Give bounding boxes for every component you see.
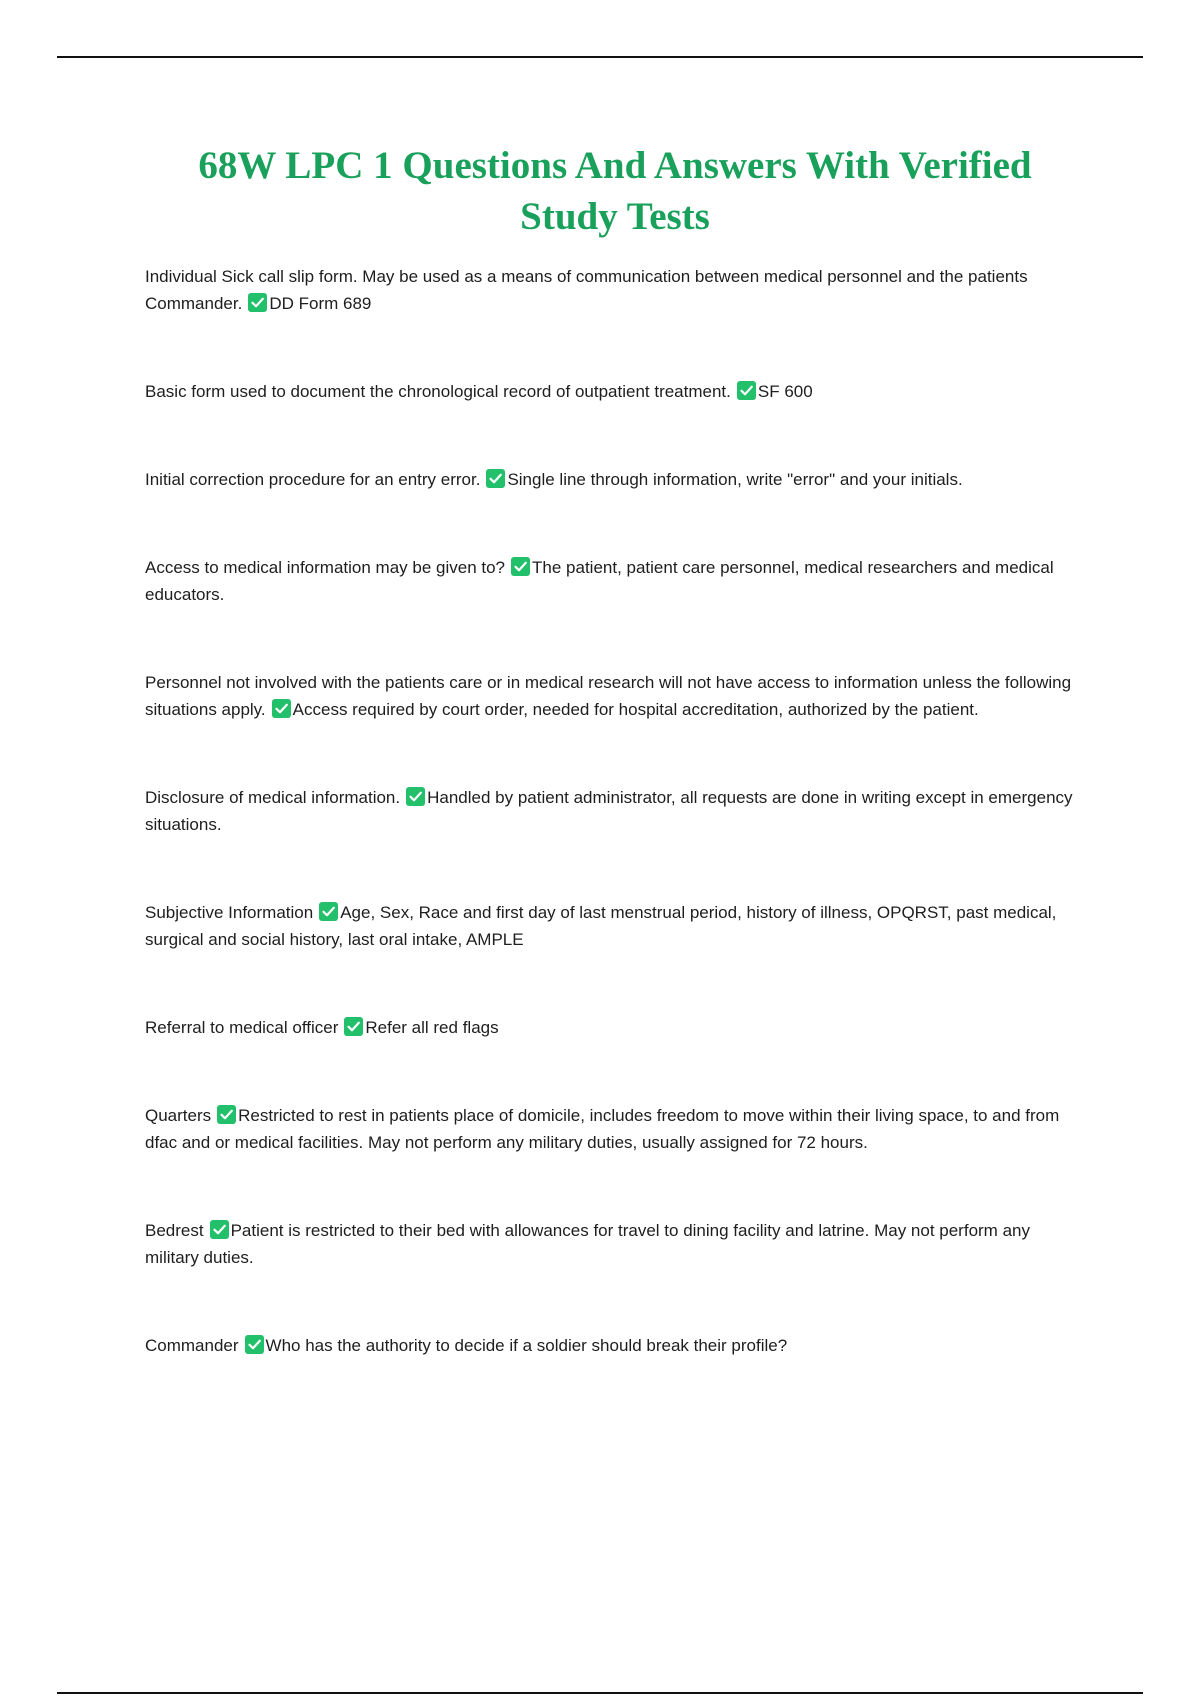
check-mark-icon xyxy=(406,787,425,806)
question-text: Individual Sick call slip form. May be used as a means of communication between medical personnel and the patients Commander. xyxy=(145,267,1028,313)
check-mark-icon xyxy=(486,469,505,488)
question-text: Subjective Information xyxy=(145,903,314,922)
qa-item xyxy=(145,899,1085,953)
check-mark-icon xyxy=(511,557,530,576)
question-text: Access to medical information may be given to? xyxy=(145,558,506,577)
answer-text: DD Form 689 xyxy=(269,294,372,313)
check-mark-icon xyxy=(248,293,267,312)
question-text: Bedrest xyxy=(145,1221,204,1240)
answer-text: Who has the authority to decide if a soldier should break their profile? xyxy=(265,1336,788,1355)
answer-text: The patient, patient care personnel, medical researchers and medical educators. xyxy=(145,558,1054,604)
check-mark-icon xyxy=(319,902,338,921)
qa-item xyxy=(145,378,1085,405)
page-title: 68W LPC 1 Questions And Answers With Verified Study Tests xyxy=(198,144,1032,238)
check-mark-icon xyxy=(217,1105,236,1124)
bottom-rule xyxy=(57,1692,1143,1694)
answer-text: Refer all red flags xyxy=(365,1018,499,1037)
qa-item xyxy=(145,466,1085,493)
answer-text: Restricted to rest in patients place of domicile, includes freedom to move within their living space, to and from dfac and or medical facilities. May not perform any military duties, usually assigned for 72 hours. xyxy=(145,1106,1060,1152)
answer-text: Single line through information, write "error" and your initials. xyxy=(507,470,963,489)
answer-text: Age, Sex, Race and first day of last menstrual period, history of illness, OPQRST, past medical, surgical and social history, last oral intake, AMPLE xyxy=(145,903,1057,949)
qa-item xyxy=(145,1014,1085,1041)
question-text: Commander xyxy=(145,1336,239,1355)
question-text: Quarters xyxy=(145,1106,212,1125)
answer-text: Access required by court order, needed for hospital accreditation, authorized by the patient. xyxy=(292,700,979,719)
qa-item xyxy=(145,263,1085,317)
question-text: Initial correction procedure for an entry error. xyxy=(145,470,481,489)
answer-text: Patient is restricted to their bed with allowances for travel to dining facility and latrine. May not perform any military duties. xyxy=(145,1221,1030,1267)
check-mark-icon xyxy=(344,1017,363,1036)
question-text: Personnel not involved with the patients care or in medical research will not have access to information unless the following situations apply. xyxy=(145,673,1072,719)
check-mark-icon xyxy=(272,699,291,718)
check-mark-icon xyxy=(210,1220,229,1239)
qa-item xyxy=(145,1102,1085,1156)
qa-item xyxy=(145,784,1085,838)
top-rule xyxy=(57,56,1143,58)
qa-item xyxy=(145,554,1085,608)
check-mark-icon xyxy=(737,381,756,400)
qa-list xyxy=(145,263,1085,1420)
answer-text: SF 600 xyxy=(757,382,813,401)
question-text: Basic form used to document the chronological record of outpatient treatment. xyxy=(145,382,731,401)
qa-item xyxy=(145,669,1085,723)
qa-item xyxy=(145,1332,1085,1359)
answer-text: Handled by patient administrator, all requests are done in writing except in emergency situations. xyxy=(145,788,1073,834)
qa-item xyxy=(145,1217,1085,1271)
question-text: Disclosure of medical information. xyxy=(145,788,401,807)
check-mark-icon xyxy=(245,1335,264,1354)
question-text: Referral to medical officer xyxy=(145,1018,339,1037)
